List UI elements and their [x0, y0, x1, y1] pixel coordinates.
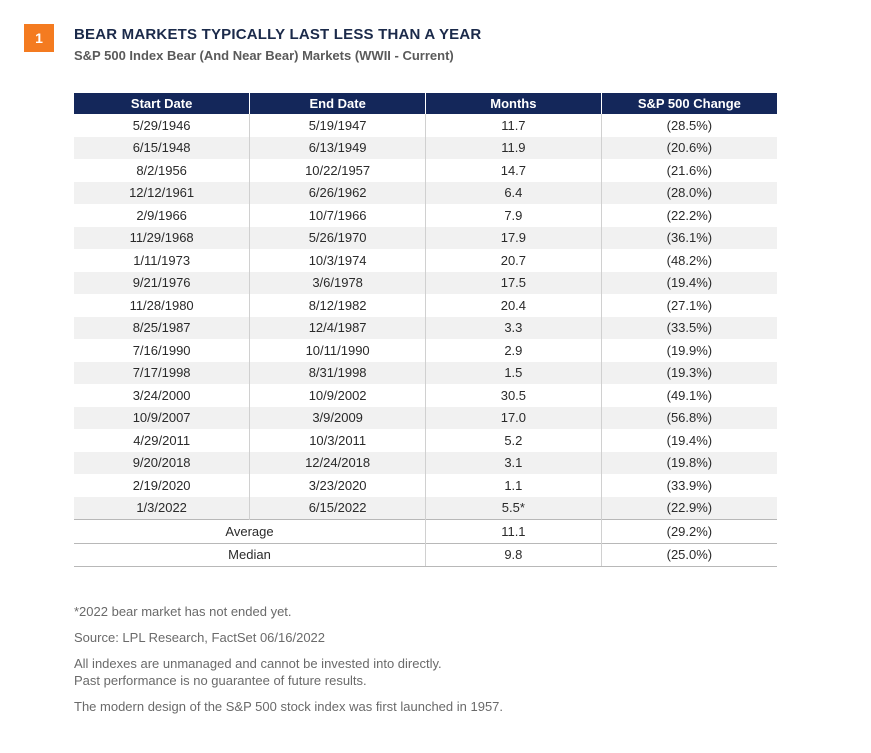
table-row	[74, 249, 777, 272]
cell-end-date: 10/11/1990	[250, 339, 426, 362]
cell-start-date: 5/29/1946	[132, 117, 191, 133]
cell-end-date: 10/7/1966	[250, 204, 426, 227]
cell-start-date: 4/29/2011	[133, 432, 191, 448]
cell-sp500-change: (19.4%)	[601, 272, 777, 295]
source-note: Source: LPL Research, FactSet 06/16/2022	[74, 630, 326, 645]
table-row	[74, 204, 777, 227]
summary-row-median	[74, 543, 777, 567]
cell-start-date: 3/24/2000	[132, 387, 191, 403]
cell-start-date: 9/20/2018	[74, 452, 250, 475]
table-row	[74, 474, 777, 497]
cell-start-date: 8/2/1956	[136, 162, 187, 178]
cell-sp500-change: (19.8%)	[601, 452, 777, 475]
table-row	[74, 227, 777, 250]
header-sp500-change: S&P 500 Change	[601, 93, 777, 114]
footnotes	[74, 603, 503, 724]
cell-months: 20.4	[426, 294, 602, 317]
cell-months: 14.7	[426, 159, 602, 182]
median-change: (25.0%)	[601, 543, 777, 567]
cell-months: 5.5*	[426, 497, 602, 520]
table-row	[74, 272, 777, 295]
figure-number-badge: 1	[24, 24, 54, 52]
cell-start-date: 8/25/1987	[74, 317, 250, 340]
cell-start-date: 11/28/1980	[129, 297, 194, 313]
cell-end-date: 6/13/1949	[250, 137, 426, 160]
cell-months: 20.7	[426, 249, 602, 272]
cell-end-date: 3/9/2009	[250, 407, 426, 430]
header-months: Months	[426, 93, 602, 114]
table-row	[74, 362, 777, 385]
cell-months: 7.9	[426, 204, 602, 227]
table-row	[74, 497, 777, 520]
summary-row-average	[74, 520, 777, 544]
median-label: Median	[74, 543, 426, 567]
cell-start-date: 10/9/2007	[74, 407, 250, 430]
table-row	[74, 159, 777, 182]
cell-months: 6.4	[426, 182, 602, 205]
cell-months: 17.9	[426, 227, 602, 250]
cell-start-date: 7/17/1998	[74, 362, 250, 385]
cell-end-date: 6/15/2022	[250, 497, 426, 520]
cell-start-date: 2/19/2020	[132, 477, 191, 493]
cell-end-date: 10/22/1957	[250, 159, 426, 182]
cell-months: 3.1	[426, 452, 602, 475]
bear-markets-table	[74, 93, 777, 567]
table-row	[74, 429, 777, 452]
cell-sp500-change: (36.1%)	[601, 227, 777, 250]
cell-sp500-change: (48.2%)	[601, 249, 777, 272]
cell-sp500-change: (21.6%)	[601, 159, 777, 182]
disclaimer-line-2: Past performance is no guarantee of future results.	[74, 673, 367, 688]
cell-start-date: 1/3/2022	[74, 497, 250, 520]
table-row	[74, 114, 777, 137]
cell-sp500-change: (19.3%)	[601, 362, 777, 385]
cell-months: 1.5	[426, 362, 602, 385]
disclaimer-block	[74, 655, 503, 689]
table-row	[74, 182, 777, 205]
table-row	[74, 384, 777, 407]
cell-sp500-change: (28.5%)	[601, 114, 777, 137]
cell-end-date: 10/3/2011	[250, 429, 426, 452]
cell-sp500-change: (19.9%)	[601, 339, 777, 362]
disclaimer-line-1: All indexes are unmanaged and cannot be invested into directly.	[74, 656, 442, 671]
cell-sp500-change: (20.6%)	[601, 137, 777, 160]
cell-end-date: 12/24/2018	[250, 452, 426, 475]
header-end-date: End Date	[250, 93, 426, 114]
table-row	[74, 452, 777, 475]
cell-start-date: 7/16/1990	[132, 342, 191, 358]
cell-months: 5.2	[426, 429, 602, 452]
cell-end-date: 10/3/1974	[250, 249, 426, 272]
cell-months: 17.0	[426, 407, 602, 430]
average-label: Average	[74, 520, 426, 544]
cell-months: 11.9	[426, 137, 602, 160]
table-row	[74, 317, 777, 340]
cell-sp500-change: (28.0%)	[601, 182, 777, 205]
cell-sp500-change: (22.2%)	[601, 204, 777, 227]
figure-title: BEAR MARKETS TYPICALLY LAST LESS THAN A YEAR	[74, 26, 482, 43]
cell-end-date: 5/19/1947	[250, 114, 426, 137]
cell-start-date: 11/29/1968	[74, 227, 250, 250]
cell-end-date: 10/9/2002	[250, 384, 426, 407]
cell-months: 11.7	[426, 114, 602, 137]
cell-sp500-change: (33.9%)	[601, 474, 777, 497]
cell-end-date: 3/6/1978	[250, 272, 426, 295]
cell-end-date: 3/23/2020	[250, 474, 426, 497]
disclaimer-line-3: The modern design of the S&P 500 stock index was first launched in 1957.	[74, 699, 504, 714]
footnote-2022: *2022 bear market has not ended yet.	[74, 604, 292, 619]
cell-months: 30.5	[426, 384, 602, 407]
figure-subtitle: S&P 500 Index Bear (And Near Bear) Markets (WWII - Current)	[74, 48, 454, 63]
cell-months: 17.5	[426, 272, 602, 295]
average-change: (29.2%)	[601, 520, 777, 544]
table-row	[74, 339, 777, 362]
cell-sp500-change: (27.1%)	[601, 294, 777, 317]
average-months: 11.1	[426, 520, 602, 544]
cell-end-date: 5/26/1970	[250, 227, 426, 250]
cell-sp500-change: (19.4%)	[601, 429, 777, 452]
cell-start-date: 1/11/1973	[133, 252, 191, 268]
header-start-date: Start Date	[74, 93, 250, 114]
cell-end-date: 12/4/1987	[250, 317, 426, 340]
cell-months: 3.3	[426, 317, 602, 340]
median-months: 9.8	[426, 543, 602, 567]
cell-start-date: 9/21/1976	[74, 272, 250, 295]
cell-sp500-change: (56.8%)	[601, 407, 777, 430]
cell-start-date: 12/12/1961	[74, 182, 250, 205]
cell-start-date: 6/15/1948	[74, 137, 250, 160]
cell-months: 2.9	[426, 339, 602, 362]
table-row	[74, 137, 777, 160]
cell-end-date: 8/31/1998	[250, 362, 426, 385]
table-header-row	[74, 93, 777, 114]
cell-start-date: 2/9/1966	[136, 207, 187, 223]
cell-end-date: 6/26/1962	[250, 182, 426, 205]
cell-sp500-change: (49.1%)	[601, 384, 777, 407]
cell-months: 1.1	[426, 474, 602, 497]
table-row	[74, 294, 777, 317]
cell-sp500-change: (33.5%)	[601, 317, 777, 340]
cell-sp500-change: (22.9%)	[601, 497, 777, 520]
cell-end-date: 8/12/1982	[250, 294, 426, 317]
table-row	[74, 407, 777, 430]
table-body	[74, 114, 777, 520]
